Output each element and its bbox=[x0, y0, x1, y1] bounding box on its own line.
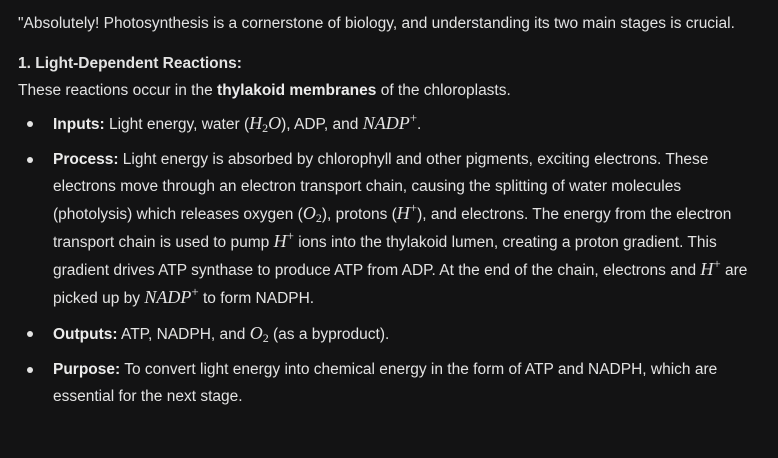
math-sup-plus: + bbox=[409, 200, 418, 215]
math-proton bbox=[273, 228, 294, 251]
math-sup-plus: + bbox=[191, 284, 199, 299]
bullet-icon bbox=[27, 331, 33, 337]
item-text: To convert light energy into chemical energy in the form of ATP and NADPH, which are essential for the next stage. bbox=[53, 361, 718, 405]
item-text: ), ADP, and bbox=[281, 116, 363, 133]
math-oxygen bbox=[303, 203, 322, 223]
math-h: H bbox=[396, 203, 410, 223]
math-sup-plus: + bbox=[713, 256, 721, 271]
math-oxygen bbox=[250, 323, 269, 343]
math-o: O bbox=[249, 323, 263, 343]
item-text: to form NADPH. bbox=[198, 290, 315, 307]
item-label: Purpose: bbox=[53, 361, 121, 378]
list-item-outputs bbox=[18, 320, 763, 348]
math-h: H bbox=[700, 259, 714, 279]
math-proton bbox=[396, 200, 418, 223]
item-text: ), protons ( bbox=[321, 206, 397, 223]
bullet-icon bbox=[27, 157, 33, 163]
item-label: Process: bbox=[53, 151, 119, 168]
item-text: Light energy is absorbed by chlorophyll and other pigments, exciting electrons. These electrons move through an electron transport chain, causing the splitting of water molecules (photolysis) which releases oxygen ( bbox=[53, 151, 709, 223]
desc-text-after: of the chloroplasts. bbox=[376, 82, 511, 99]
math-h: H bbox=[249, 113, 263, 133]
chat-response bbox=[18, 10, 763, 418]
bullet-icon bbox=[27, 121, 33, 127]
intro-paragraph[interactable]: "Absolutely! Photosynthesis is a cornerstone of biology, and understanding its two main stages is crucial. bbox=[18, 15, 735, 32]
math-o: O bbox=[268, 113, 282, 133]
item-text: (as a byproduct). bbox=[268, 326, 390, 343]
item-text: ), and electrons. The energy from the electron transport chain is used to pump bbox=[53, 206, 732, 251]
list-item-purpose bbox=[18, 356, 763, 410]
math-sup-plus: + bbox=[286, 228, 294, 243]
math-h: H bbox=[273, 231, 287, 251]
math-nadp: NADP bbox=[144, 287, 192, 307]
desc-text-before: These reactions occur in the bbox=[18, 82, 218, 99]
bullet-list bbox=[18, 110, 763, 410]
math-nadp-plus bbox=[144, 284, 199, 307]
item-text: Light energy, water ( bbox=[104, 116, 250, 133]
desc-bold-term: thylakoid membranes bbox=[217, 82, 377, 99]
bullet-icon bbox=[27, 367, 33, 373]
math-nadp-plus bbox=[362, 110, 418, 133]
math-sub-2: 2 bbox=[262, 331, 269, 345]
item-text: . bbox=[417, 116, 422, 133]
math-sub-2: 2 bbox=[315, 211, 322, 225]
list-item-inputs bbox=[18, 110, 763, 138]
list-item-process bbox=[18, 146, 763, 312]
math-nadp: NADP bbox=[362, 113, 410, 133]
math-water bbox=[249, 113, 281, 133]
math-sub-2: 2 bbox=[262, 121, 269, 135]
item-label: Outputs: bbox=[53, 326, 118, 343]
section-heading: 1. Light-Dependent Reactions: bbox=[18, 55, 242, 72]
item-label: Inputs: bbox=[53, 116, 105, 133]
item-text: ATP, NADPH, and bbox=[117, 326, 250, 343]
math-proton bbox=[700, 256, 721, 279]
item-text: ions into the thylakoid lumen, creating a proton gradient. This gradient drives ATP synthase to produce ATP from ADP. At the end of the chain, electrons and bbox=[53, 234, 717, 279]
item-text: are picked up by bbox=[53, 262, 748, 307]
math-o: O bbox=[302, 203, 316, 223]
math-sup-plus: + bbox=[409, 110, 418, 125]
section-description bbox=[18, 77, 763, 104]
